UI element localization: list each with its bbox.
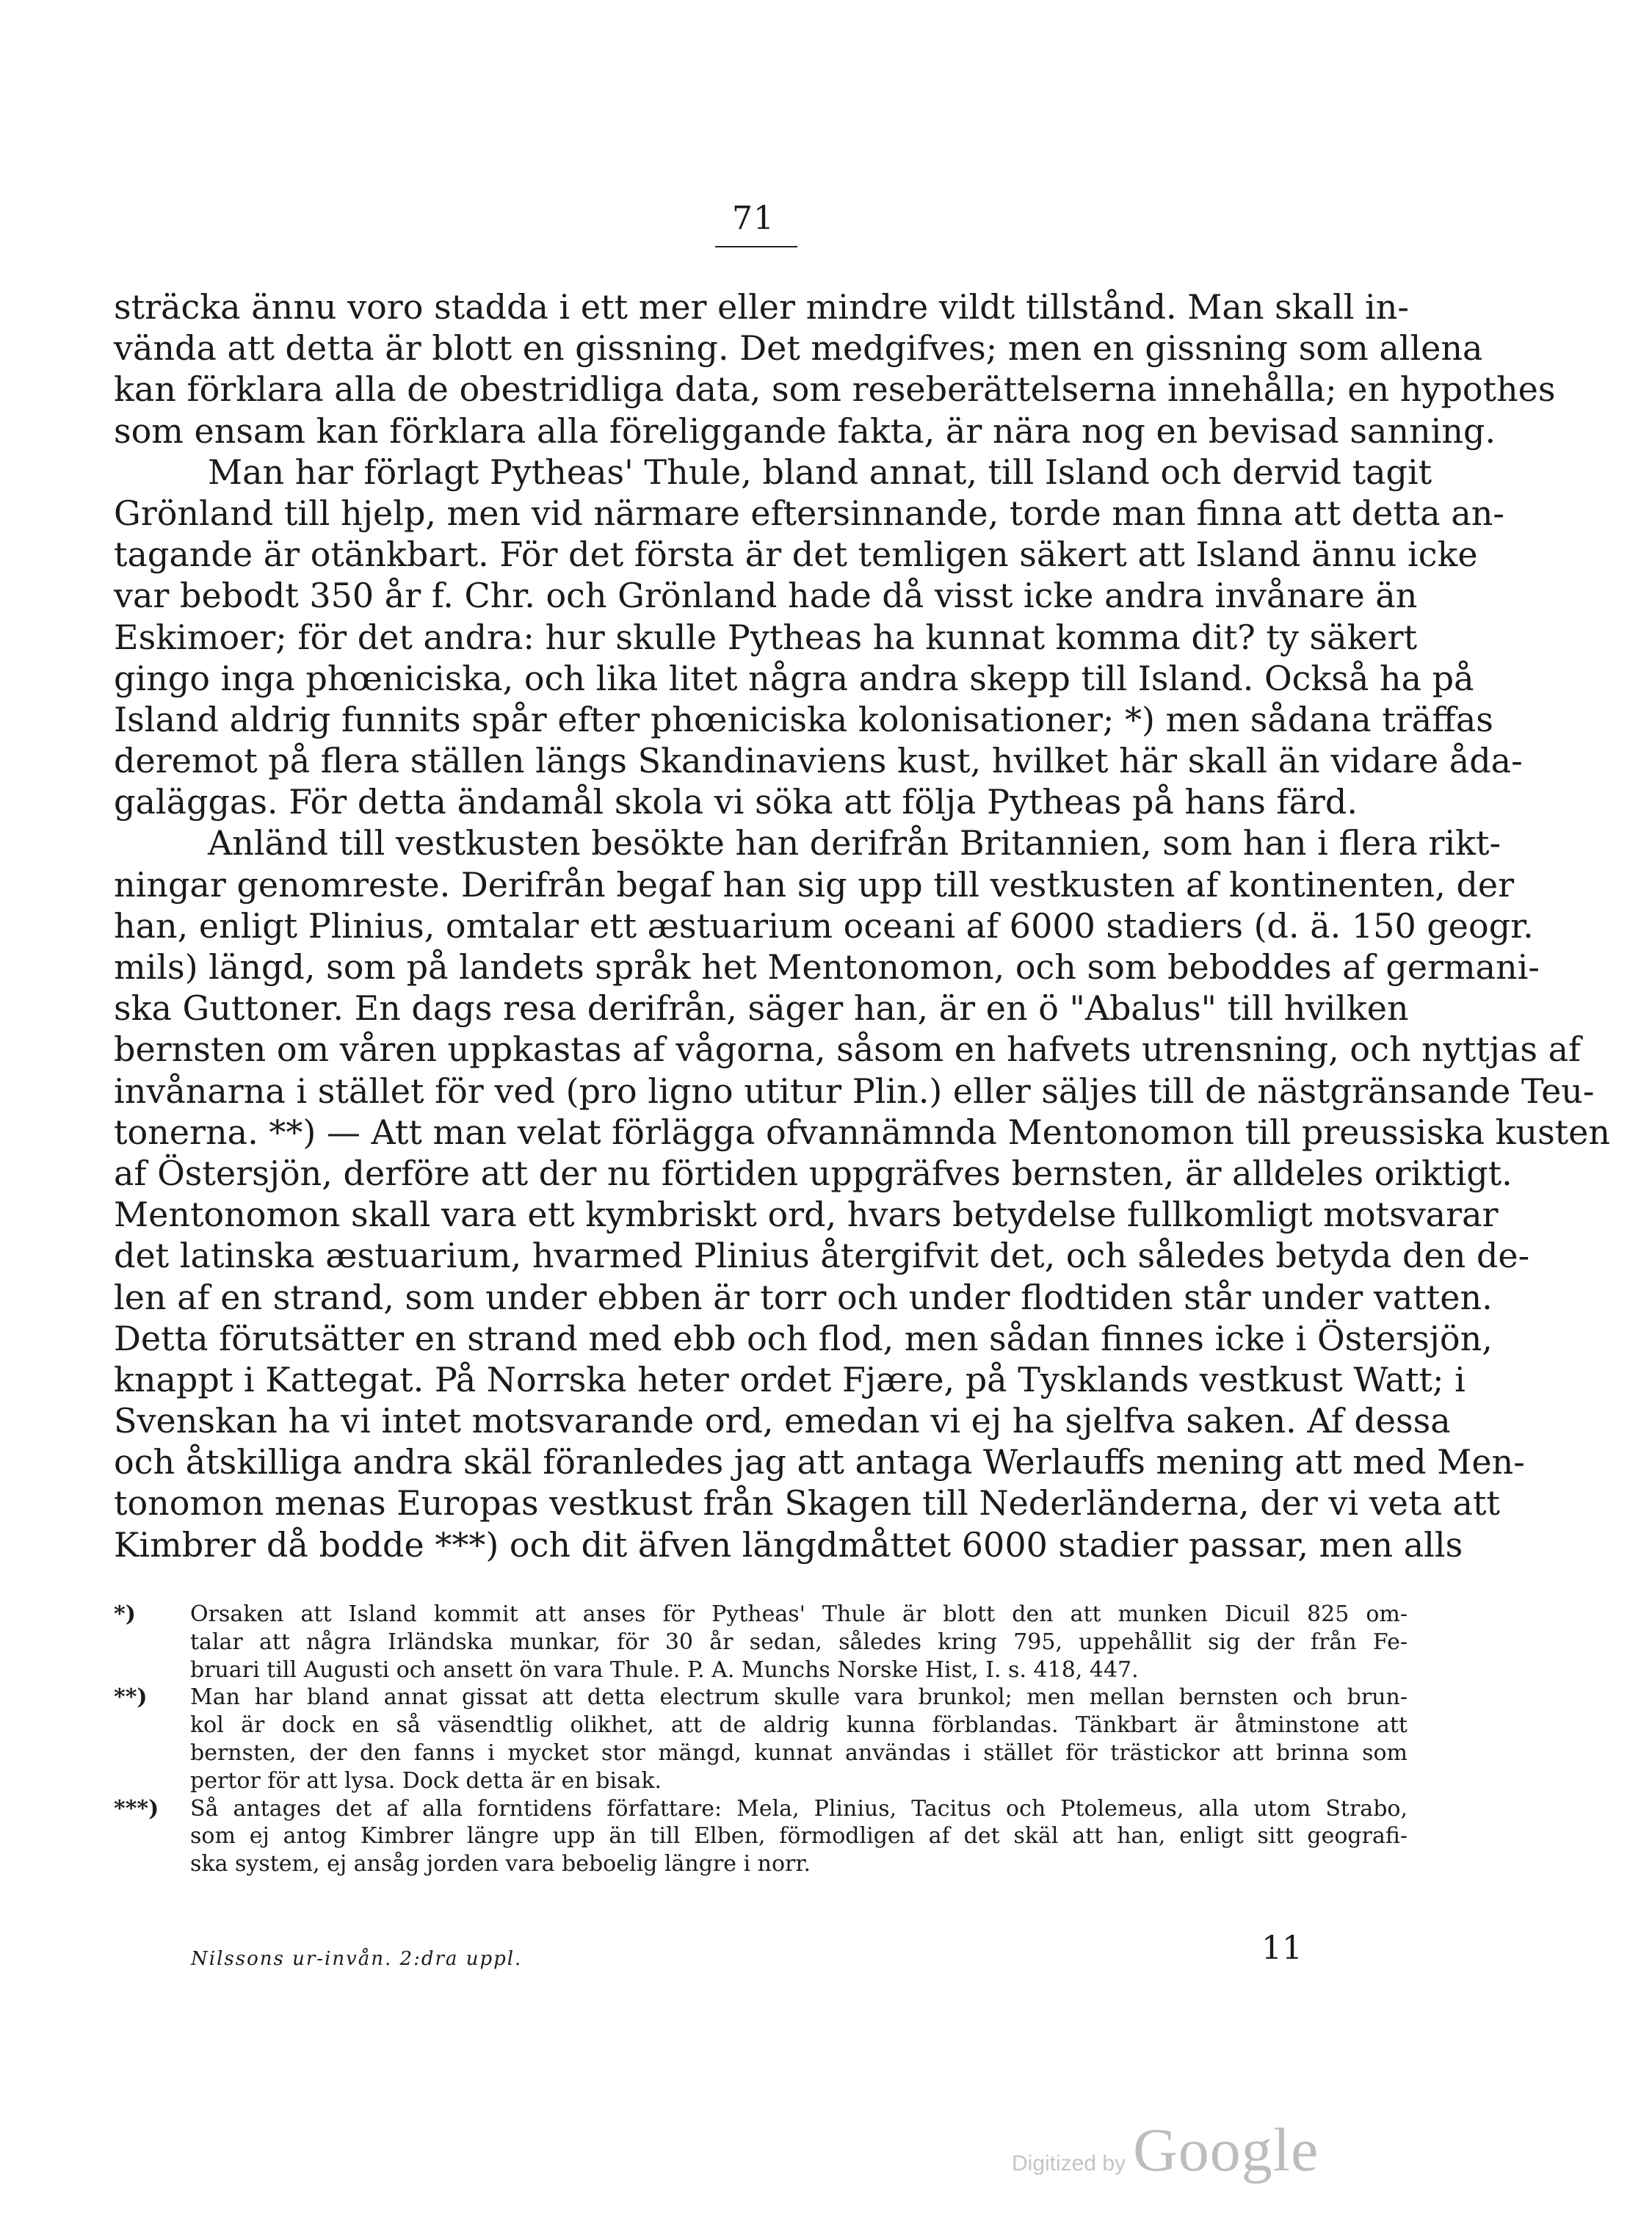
body-line: ningar genomreste. Derifrån begaf han sig upp till vestkusten af kontinenten, der <box>114 864 1515 905</box>
footnote-line <box>114 1767 1408 1795</box>
body-line: Man har förlagt Pytheas' Thule, bland annat, till Island och dervid tagit <box>208 452 1432 492</box>
footnotes <box>114 1601 1408 1878</box>
footnote-line <box>114 1822 1408 1850</box>
body-line: vända att detta är blott en gissning. Det medgifves; men en gissning som allena <box>114 328 1483 369</box>
footnote-line <box>114 1795 1408 1823</box>
body-line: Mentonomon skall vara ett kymbriskt ord, hvars betydelse fullkomligt motsvarar <box>114 1195 1499 1235</box>
footnote-marker: ***) <box>114 1795 159 1822</box>
body-line: invånarna i stället för ved (pro ligno utitur Plin.) eller säljes till de nästgränsande Teu- <box>114 1071 1595 1111</box>
body-line: mils) längd, som på landets språk het Mentonomon, och som beboddes af germani- <box>114 947 1540 987</box>
footnote-text: som ej antog Kimbrer längre upp än till Elben, förmodligen af det skäl att han, enligt sitt geografi- <box>190 1823 1408 1850</box>
footnote-line <box>114 1601 1408 1629</box>
body-line: af Östersjön, derföre att der nu förtiden uppgräfves bernsten, är alldeles oriktigt. <box>114 1153 1512 1193</box>
footnote-line <box>114 1712 1408 1739</box>
watermark-prefix: Digitized by <box>1012 2151 1126 2176</box>
footnote-text: kol är dock en så väsendtlig olikhet, att de aldrig kunna förblandas. Tänkbart är åtminstone att <box>190 1712 1408 1739</box>
footnote-text: Så antages det af alla forntidens författare: Mela, Plinius, Tacitus och Ptolemeus, alla utom Strabo, <box>190 1795 1408 1822</box>
footnote-line <box>114 1739 1408 1767</box>
body-line: tonerna. **) — Att man velat förlägga ofvannämnda Mentonomon till preussiska kusten <box>114 1112 1611 1152</box>
footnote-marker: *) <box>114 1601 136 1627</box>
footnote-line <box>114 1684 1408 1712</box>
body-text <box>114 286 1611 1565</box>
body-line: sträcka ännu voro stadda i ett mer eller mindre vildt tillstånd. Man skall in- <box>114 287 1409 327</box>
footnote-text: pertor för att lysa. Dock detta är en bisak. <box>190 1767 662 1794</box>
page-number: 71 <box>732 200 775 237</box>
body-line: tagande är otänkbart. För det första är det temligen säkert att Island ännu icke <box>114 535 1478 575</box>
footnote-text: bernsten, der den fanns i mycket stor mängd, kunnat användas i stället för trästickor att brinna som <box>190 1739 1408 1766</box>
body-line: det latinska æstuarium, hvarmed Plinius återgifvit det, och således betyda den de- <box>114 1236 1530 1276</box>
google-logo: Google <box>1133 2116 1319 2184</box>
body-line: Kimbrer då bodde ***) och dit äfven längdmåttet 6000 stadier passar, men alls <box>114 1524 1463 1565</box>
body-line: var bebodt 350 år f. Chr. och Grönland hade då visst icke andra invånare än <box>114 576 1418 616</box>
footnote-line <box>114 1850 1408 1878</box>
body-line: Eskimoer; för det andra: hur skulle Pytheas ha kunnat komma dit? ty säkert <box>114 617 1418 657</box>
body-line: tonomon menas Europas vestkust från Skagen till Nederländerna, der vi veta att <box>114 1483 1500 1524</box>
body-line: Island aldrig funnits spår efter phœniciska kolonisationer; *) men sådana träffas <box>114 699 1493 739</box>
footnote-text: ska system, ej ansåg jorden vara beboelig längre i norr. <box>190 1851 811 1877</box>
digitized-watermark <box>1012 2115 1319 2184</box>
body-line: knappt i Kattegat. På Norrska heter ordet Fjære, på Tysklands vestkust Watt; i <box>114 1359 1466 1399</box>
body-line: ska Guttoner. En dags resa derifrån, säger han, är en ö "Abalus" till hvilken <box>114 988 1409 1029</box>
printer-signature: Nilssons ur-invån. 2:dra uppl. <box>191 1948 523 1970</box>
body-line: han, enligt Plinius, omtalar ett æstuarium oceani af 6000 stadiers (d. ä. 150 geogr. <box>114 905 1534 946</box>
body-line: bernsten om våren uppkastas af vågorna, såsom en hafvets utrensning, och nyttjas af <box>114 1029 1582 1070</box>
body-line: kan förklara alla de obestridliga data, som reseberättelserna innehålla; en hypothes <box>114 369 1556 410</box>
footnote-marker: **) <box>114 1684 148 1711</box>
body-line: galäggas. För detta ändamål skola vi söka att följa Pytheas på hans färd. <box>114 782 1358 822</box>
body-line: len af en strand, som under ebben är torr och under flodtiden står under vatten. <box>114 1277 1493 1317</box>
page-number-rule <box>715 246 797 247</box>
body-line: Detta förutsätter en strand med ebb och flod, men sådan finnes icke i Östersjön, <box>114 1318 1493 1358</box>
body-line: som ensam kan förklara alla föreliggande fakta, är nära nog en bevisad sanning. <box>114 410 1496 451</box>
body-line: Anländ till vestkusten besökte han derifrån Britannien, som han i flera rikt- <box>208 823 1501 863</box>
footnote-text: talar att några Irländska munkar, för 30 år sedan, således kring 795, uppehållit sig der från Fe- <box>190 1629 1408 1655</box>
sheet-number: 11 <box>1261 1930 1303 1967</box>
footnote-line <box>114 1656 1408 1684</box>
body-line: gingo inga phœniciska, och lika litet några andra skepp till Island. Också ha på <box>114 658 1474 698</box>
body-line: Grönland till hjelp, men vid närmare eftersinnande, torde man finna att detta an- <box>114 493 1504 533</box>
footnote-text: Man har bland annat gissat att detta electrum skulle vara brunkol; men mellan bernsten och brun- <box>190 1684 1408 1711</box>
body-line: och åtskilliga andra skäl föranledes jag att antaga Werlauffs mening att med Men- <box>114 1442 1525 1482</box>
footnote-line <box>114 1629 1408 1656</box>
body-line: deremot på flera ställen längs Skandinaviens kust, hvilket här skall än vidare åda- <box>114 741 1523 781</box>
body-line: Svenskan ha vi intet motsvarande ord, emedan vi ej ha sjelfva saken. Af dessa <box>114 1401 1451 1441</box>
footnote-text: Orsaken att Island kommit att anses för Pytheas' Thule är blott den att munken Dicuil 825 om- <box>190 1601 1408 1627</box>
footnote-text: bruari till Augusti och ansett ön vara Thule. P. A. Munchs Norske Hist, I. s. 418, 447. <box>190 1656 1139 1683</box>
